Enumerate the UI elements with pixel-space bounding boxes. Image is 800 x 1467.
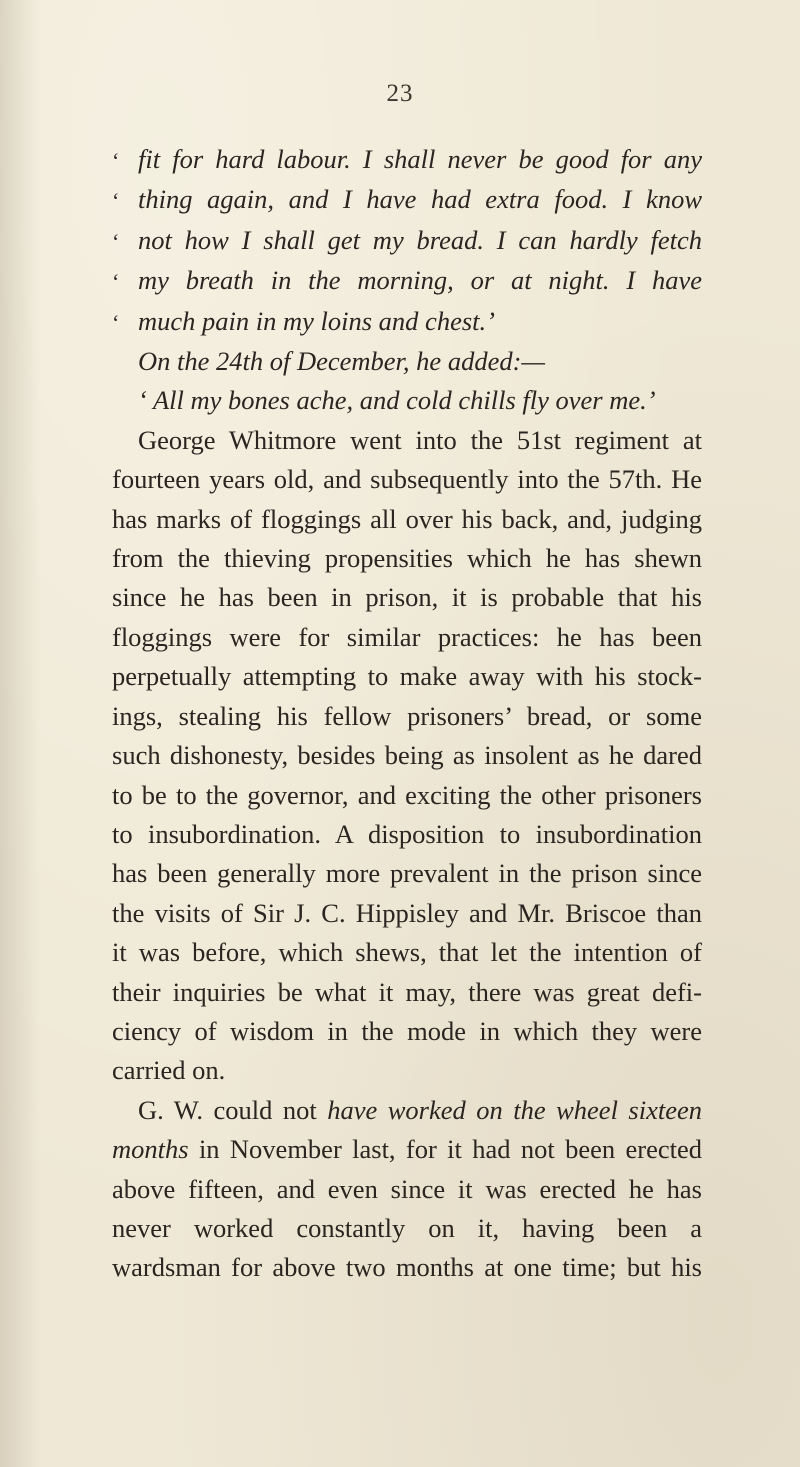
text-line	[112, 973, 702, 1012]
page-gutter-shadow	[0, 0, 40, 1467]
text-content: thing again, and I have had extra food. I know	[138, 184, 702, 215]
text-line	[112, 776, 702, 815]
text-content: floggings were for similar practices: he has been	[112, 621, 702, 652]
text-line	[112, 697, 702, 736]
text-content: George Whitmore went into the 51st regiment at	[138, 424, 702, 455]
text-content: ings, stealing his fellow prisoners’ bread, or some	[112, 700, 702, 731]
text-line	[112, 539, 702, 578]
text-line	[112, 933, 702, 972]
text-content: not how I shall get my bread. I can hardly fetch	[138, 224, 702, 255]
text-content: wardsman for above two months at one time; but his	[112, 1252, 702, 1283]
text-segment: have worked on the wheel sixteen	[327, 1094, 702, 1125]
text-line	[112, 1170, 702, 1209]
text-content: On the 24th of December, he added:—	[138, 346, 545, 377]
text-line	[112, 815, 702, 854]
text-line	[112, 1248, 702, 1287]
text-content: has been generally more prevalent in the prison since	[112, 858, 702, 889]
text-line	[112, 1012, 702, 1051]
text-content: my breath in the morning, or at night. I have	[138, 265, 702, 296]
quote-mark: ‘	[112, 228, 120, 254]
text-line	[112, 618, 702, 657]
text-content: fourteen years old, and subsequently into the 57th. He	[112, 464, 702, 495]
text-line	[112, 1051, 702, 1090]
text-segment: G. W. could not	[138, 1094, 328, 1125]
text-line	[112, 421, 702, 460]
body-text	[112, 140, 702, 1288]
text-line	[112, 736, 702, 775]
text-content: to insubordination. A disposition to insubordination	[112, 818, 702, 849]
text-content: perpetually attempting to make away with his stock-	[112, 661, 702, 692]
text-line	[112, 221, 702, 261]
text-content: has marks of floggings all over his back, and, judging	[112, 503, 702, 534]
text-content: since he has been in prison, it is probable that his	[112, 582, 702, 613]
text-line	[112, 460, 702, 499]
text-line	[112, 1091, 702, 1130]
text-content: never worked constantly on it, having been a	[112, 1212, 702, 1243]
text-line	[112, 342, 702, 381]
text-content: to be to the governor, and exciting the other prisoners	[112, 779, 702, 810]
text-line	[112, 894, 702, 933]
text-content: fit for hard labour. I shall never be good for any	[138, 144, 702, 174]
text-segment: in November last, for it had not been erected	[188, 1134, 702, 1165]
text-line	[112, 854, 702, 893]
quote-mark: ‘	[112, 269, 120, 295]
quote-mark: ‘	[112, 188, 120, 214]
text-content: such dishonesty, besides being as insolent as he dared	[112, 740, 702, 771]
text-line	[112, 261, 702, 301]
text-segment: months	[112, 1134, 189, 1165]
text-content: their inquiries be what it may, there was great defi-	[112, 976, 702, 1007]
quote-mark: ‘	[112, 309, 120, 335]
text-line	[112, 140, 702, 180]
text-content: the visits of Sir J. C. Hippisley and Mr. Briscoe than	[112, 897, 702, 928]
text-line	[112, 180, 702, 220]
text-content: carried on.	[112, 1055, 226, 1086]
text-line	[112, 578, 702, 617]
text-line	[112, 1130, 702, 1169]
text-content: ciency of wisdom in the mode in which they were	[112, 1015, 702, 1046]
text-line	[112, 657, 702, 696]
text-line	[112, 500, 702, 539]
text-content: much pain in my loins and chest.’	[138, 305, 495, 336]
quote-mark: ‘	[112, 148, 120, 173]
text-content: above fifteen, and even since it was erected he has	[112, 1173, 702, 1204]
text-content: from the thieving propensities which he has shewn	[112, 543, 702, 574]
text-line	[112, 1209, 702, 1248]
page-number: 23	[386, 80, 414, 107]
text-content: ‘ All my bones ache, and cold chills fly over me.’	[138, 385, 656, 416]
text-line	[112, 381, 702, 420]
text-line	[112, 302, 702, 342]
text-content: it was before, which shews, that let the intention of	[112, 937, 702, 968]
